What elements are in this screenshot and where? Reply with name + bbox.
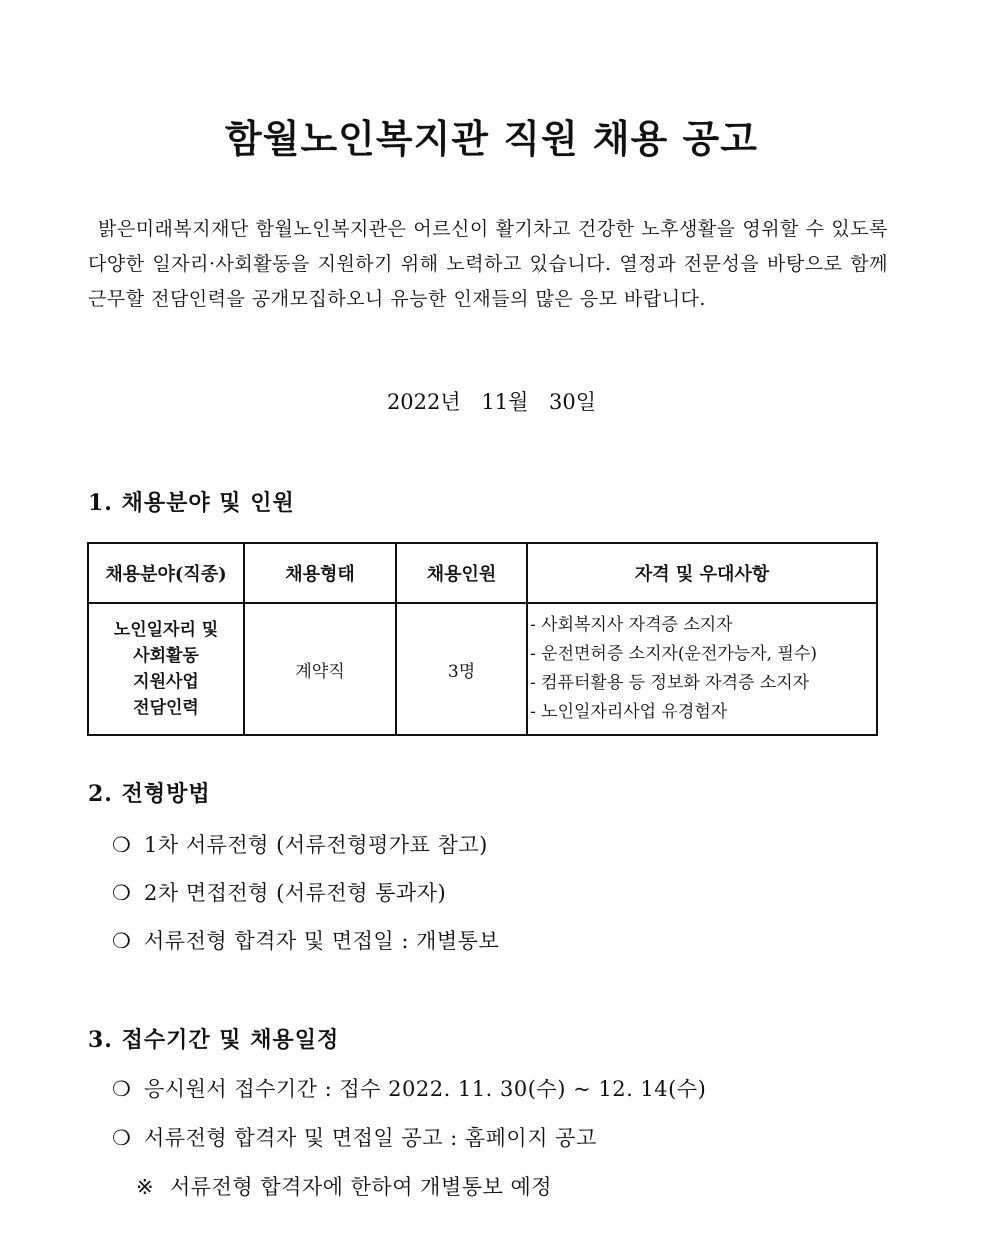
section-heading-positions: 1. 채용분야 및 인원	[88, 490, 295, 516]
cell-field	[88, 603, 244, 735]
circle-bullet-icon: ❍	[112, 1126, 132, 1150]
section-heading-schedule: 3. 접수기간 및 채용일정	[88, 1027, 340, 1053]
reference-mark-icon: ※	[136, 1175, 155, 1199]
list-item-text: 서류전형 합격자 및 면접일 공고 : 홈페이지 공고	[144, 1126, 597, 1150]
qualification-item: - 노인일자리사업 유경험자	[530, 702, 728, 722]
list-item-text: 1차 서류전형 (서류전형평가표 참고)	[144, 833, 488, 857]
cell-type: 계약직	[244, 603, 396, 735]
header-qualifications: 자격 및 우대사항	[527, 543, 877, 603]
cell-qualifications	[527, 603, 877, 735]
list-item-text: 응시원서 접수기간 : 접수 2022. 11. 30(수) ~ 12. 14(수)	[144, 1077, 707, 1101]
header-type: 채용형태	[244, 543, 396, 603]
list-item-text: 서류전형 합격자 및 면접일 : 개별통보	[144, 929, 500, 953]
field-line: 전담인력	[133, 698, 199, 718]
circle-bullet-icon: ❍	[112, 929, 132, 953]
qualification-item: - 사회복지사 자격증 소지자	[530, 615, 733, 635]
notice-date: 2022년 11월 30일	[386, 390, 597, 414]
cell-count: 3명	[396, 603, 527, 735]
field-line: 지원사업	[133, 672, 199, 692]
list-item	[112, 877, 446, 907]
table-row	[88, 603, 877, 735]
field-line: 사회활동	[133, 646, 199, 666]
qualification-item: - 컴퓨터활용 등 정보화 자격증 소지자	[530, 673, 810, 693]
list-item-text: 2차 면접전형 (서류전형 통과자)	[144, 881, 447, 905]
qualification-item: - 운전면허증 소지자(운전가능자, 필수)	[530, 644, 817, 664]
list-item	[112, 925, 499, 955]
circle-bullet-icon: ❍	[112, 881, 132, 905]
header-count: 채용인원	[396, 543, 527, 603]
intro-paragraph: 밝은미래복지재단 함월노인복지관은 어르신이 활기차고 건강한 노후생활을 영위할 수 있도록 다양한 일자리·사회활동을 지원하기 위해 노력하고 있습니다. 열정과 전문성을 바탕으로 함께 근무할 전담인력을 공개모집하오니 유능한 인재들의 많은 응모 바랍니다.	[88, 218, 888, 310]
table-header-row	[88, 543, 877, 603]
section-heading-selection: 2. 전형방법	[88, 781, 211, 807]
list-item	[112, 1122, 597, 1152]
recruitment-table	[87, 542, 878, 736]
page-title: 함월노인복지관 직원 채용 공고	[225, 117, 758, 161]
note-item	[136, 1171, 552, 1201]
circle-bullet-icon: ❍	[112, 833, 132, 857]
circle-bullet-icon: ❍	[112, 1077, 132, 1101]
list-item	[112, 1073, 706, 1103]
list-item	[112, 829, 488, 859]
field-line: 노인일자리 및	[113, 620, 219, 640]
note-text: 서류전형 합격자에 한하여 개별통보 예정	[170, 1175, 553, 1199]
header-field: 채용분야(직종)	[88, 543, 244, 603]
